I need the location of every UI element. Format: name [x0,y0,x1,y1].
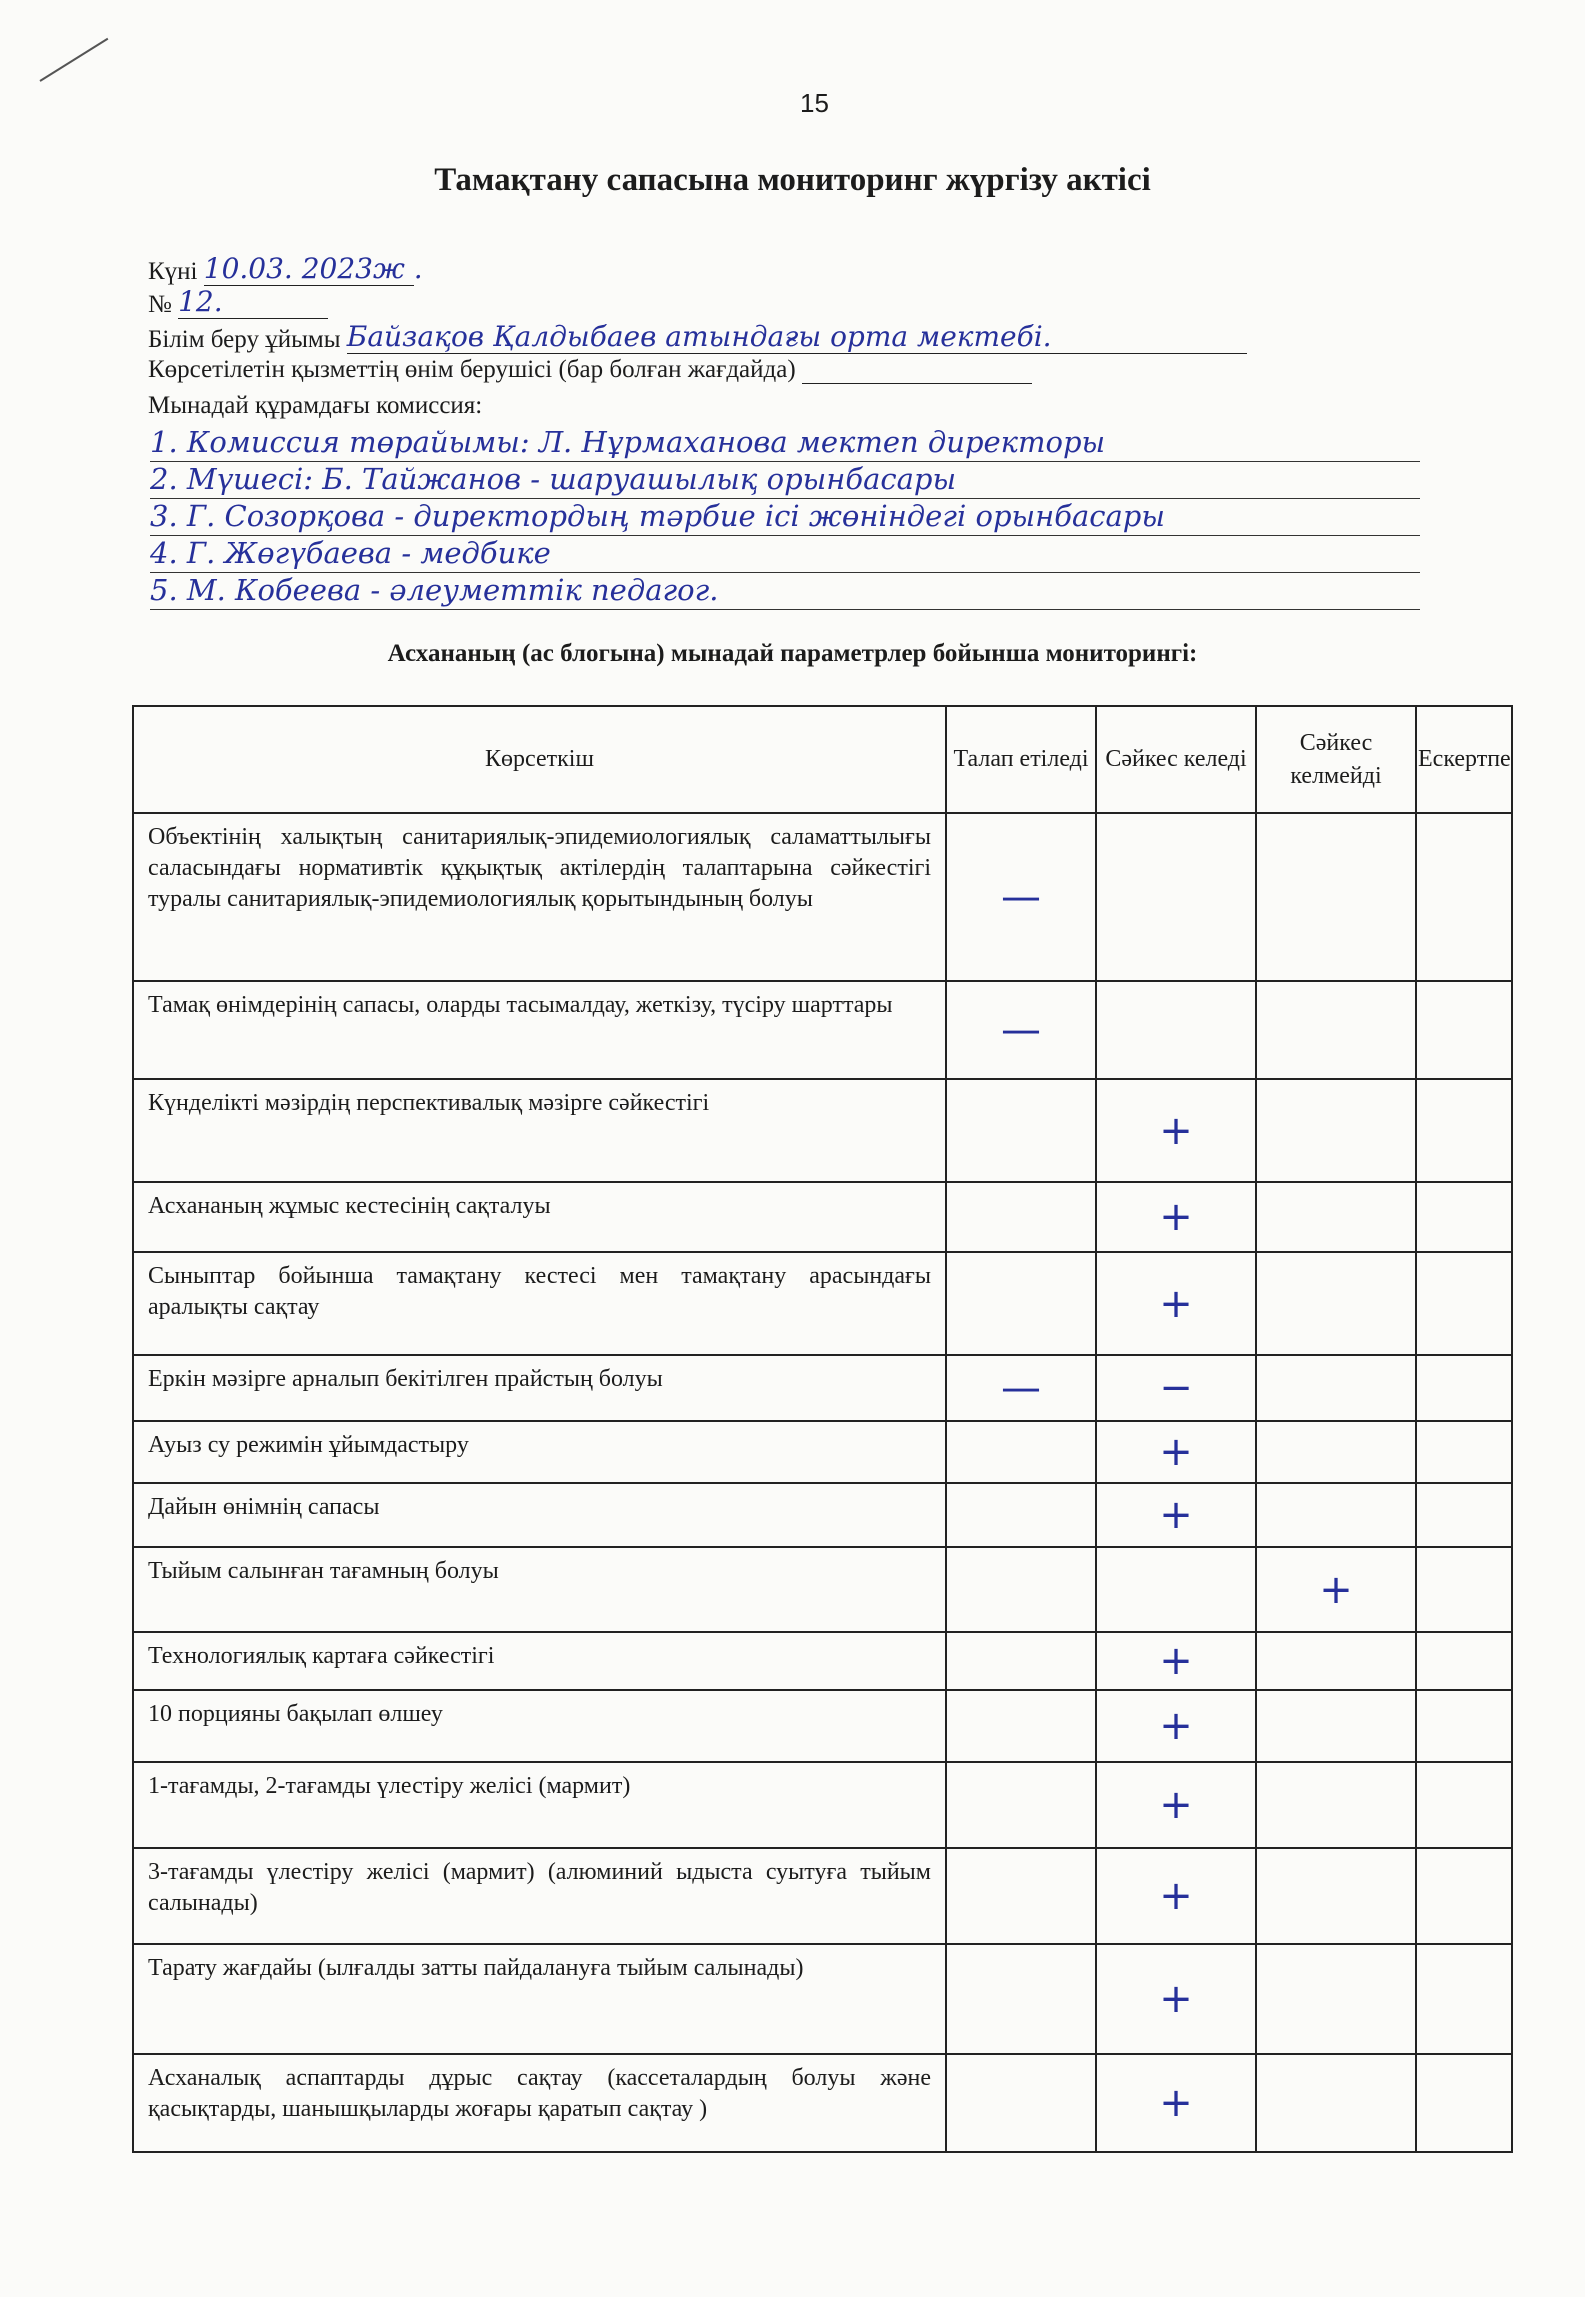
indicator-cell: 10 порцияны бақылап өлшеу [133,1690,946,1762]
not-complies-mark [1256,1632,1416,1690]
not-complies-mark [1256,1252,1416,1355]
provider-field [148,356,1032,384]
indicator-cell: Ауыз су режимін ұйымдастыру [133,1421,946,1483]
commission-member: 1. Комиссия төрайымы: Л. Нұрмаханова мектеп директоры [150,425,1420,462]
required-mark: — [946,981,1096,1079]
note-cell [1416,1547,1512,1632]
note-cell [1416,1079,1512,1182]
indicator-cell: Тыйым салынған тағамның болуы [133,1547,946,1632]
not-complies-mark: + [1256,1547,1416,1632]
complies-mark: + [1096,1182,1256,1252]
complies-mark: − [1096,1355,1256,1421]
date-label: Күні [148,258,198,285]
org-value: Байзақов Қалдыбаев атындағы орта мектебі. [346,320,1052,353]
not-complies-mark [1256,1944,1416,2054]
table-row [133,1483,1512,1547]
required-mark [946,1848,1096,1944]
table-title: Асхананың (ас блогына) мынадай параметрлер бойынша мониторингі: [387,640,1198,667]
provider-label: Көрсетілетін қызметтің өнім берушісі (бар болған жағдайда) [148,356,796,383]
required-mark [946,1079,1096,1182]
complies-mark: + [1096,1632,1256,1690]
required-mark: — [946,813,1096,981]
date-value: 10.03. 2023ж . [203,252,423,285]
not-complies-mark [1256,1690,1416,1762]
required-mark [946,1547,1096,1632]
table-header-row [133,706,1512,813]
complies-mark: + [1096,1079,1256,1182]
complies-mark: + [1096,1762,1256,1848]
org-label: Білім беру ұйымы [148,326,341,353]
complies-mark: + [1096,2054,1256,2152]
indicator-cell: Еркін мәзірге арналып бекітілген прайстың болуы [133,1355,946,1421]
header-note: Ескертпе [1416,706,1512,813]
complies-mark: + [1096,1421,1256,1483]
number-value: 12. [178,285,223,318]
commission-member: 3. Г. Созорқова - директордың тәрбие ісі жөніндегі орынбасары [150,499,1420,536]
note-cell [1416,1483,1512,1547]
required-mark [946,2054,1096,2152]
required-mark [946,1421,1096,1483]
table-row [133,1944,1512,2054]
note-cell [1416,1848,1512,1944]
indicator-cell: Күнделікті мәзірдің перспективалық мәзірге сәйкестігі [133,1079,946,1182]
table-row [133,1848,1512,1944]
header-complies: Сәйкес келеді [1096,706,1256,813]
commission-member: 2. Мүшесі: Б. Тайжанов - шаруашылық орынбасары [150,462,1420,499]
indicator-cell: Тарату жағдайы (ылғалды затты пайдалануға тыйым салынады) [133,1944,946,2054]
indicator-cell: Тамақ өнімдерінің сапасы, оларды тасымалдау, жеткізу, түсіру шарттары [133,981,946,1079]
header-not-complies: Сәйкес келмейді [1256,706,1416,813]
table-row [133,1421,1512,1483]
page-number: 15 [800,88,829,118]
not-complies-mark [1256,1182,1416,1252]
indicator-cell: Сыныптар бойынша тамақтану кестесі мен тамақтану арасындағы аралықты сақтау [133,1252,946,1355]
table-row [133,1690,1512,1762]
indicator-cell: Технологиялық картаға сәйкестігі [133,1632,946,1690]
indicator-cell: Асхананың жұмыс кестесінің сақталуы [133,1182,946,1252]
table-row [133,1632,1512,1690]
required-mark [946,1182,1096,1252]
table-row [133,1252,1512,1355]
required-mark [946,1483,1096,1547]
table-row [133,1355,1512,1421]
commission-label: Мынадай құрамдағы комиссия: [148,392,483,419]
not-complies-mark [1256,1079,1416,1182]
note-cell [1416,1632,1512,1690]
required-mark [946,1632,1096,1690]
indicator-cell: Объектінің халықтың санитариялық-эпидемиологиялық саламаттылығы саласындағы нормативтік құқықтық актілердің талаптарына сәйкестігі туралы санитариялық-эпидемиологиялық қорытындының болуы [133,813,946,981]
not-complies-mark [1256,1421,1416,1483]
indicator-cell: 1-тағамды, 2-тағамды үлестіру желісі (мармит) [133,1762,946,1848]
table-row [133,1182,1512,1252]
number-label: № [148,291,172,318]
note-cell [1416,1355,1512,1421]
table-row [133,813,1512,981]
complies-mark: + [1096,1690,1256,1762]
header-indicator: Көрсеткіш [133,706,946,813]
table-row [133,1079,1512,1182]
complies-mark [1096,1547,1256,1632]
document-title: Тамақтану сапасына мониторинг жүргізу актісі [434,162,1151,198]
complies-mark: + [1096,1483,1256,1547]
not-complies-mark [1256,813,1416,981]
note-cell [1416,2054,1512,2152]
commission-member: 5. М. Кобеева - әлеуметтік педагог. [150,573,1420,610]
not-complies-mark [1256,1483,1416,1547]
indicator-cell: Асханалық аспаптарды дұрыс сақтау (кассеталардың болуы және қасықтарды, шанышқыларды жоғары қаратып сақтау ) [133,2054,946,2152]
org-field [148,320,1247,354]
note-cell [1416,1944,1512,2054]
date-field [148,252,423,286]
number-field [148,285,328,319]
table-row [133,981,1512,1079]
not-complies-mark [1256,1848,1416,1944]
complies-mark [1096,981,1256,1079]
note-cell [1416,1690,1512,1762]
table-row [133,2054,1512,2152]
required-mark [946,1944,1096,2054]
not-complies-mark [1256,981,1416,1079]
required-mark: — [946,1355,1096,1421]
complies-mark [1096,813,1256,981]
required-mark [946,1690,1096,1762]
required-mark [946,1252,1096,1355]
note-cell [1416,1762,1512,1848]
note-cell [1416,813,1512,981]
not-complies-mark [1256,1762,1416,1848]
indicator-cell: 3-тағамды үлестіру желісі (мармит) (алюминий ыдыста суытуға тыйым салынады) [133,1848,946,1944]
table-row [133,1762,1512,1848]
complies-mark: + [1096,1252,1256,1355]
header-required: Талап етіледі [946,706,1096,813]
corner-pen-mark [39,38,108,82]
indicator-cell: Дайын өнімнің сапасы [133,1483,946,1547]
note-cell [1416,1252,1512,1355]
note-cell [1416,1421,1512,1483]
note-cell [1416,981,1512,1079]
commission-members [150,425,1420,610]
not-complies-mark [1256,2054,1416,2152]
table-row [133,1547,1512,1632]
note-cell [1416,1182,1512,1252]
complies-mark: + [1096,1944,1256,2054]
required-mark [946,1762,1096,1848]
not-complies-mark [1256,1355,1416,1421]
complies-mark: + [1096,1848,1256,1944]
monitoring-table [132,705,1513,2153]
commission-member: 4. Г. Жөгүбаева - медбике [150,536,1420,573]
